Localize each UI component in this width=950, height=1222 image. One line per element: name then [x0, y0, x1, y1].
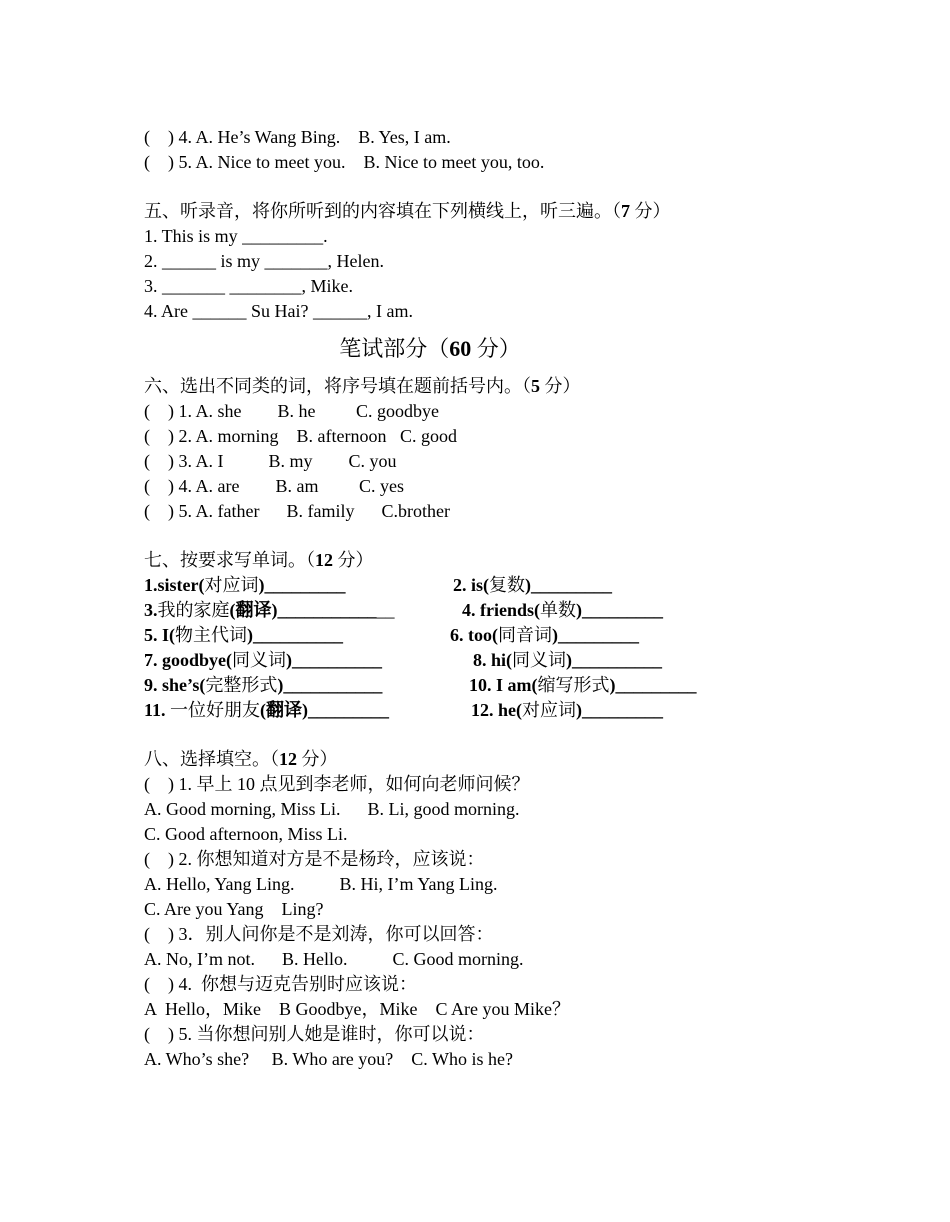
s6-item-1: ( ) 1. A. she B. he C. goodbye — [144, 401, 439, 421]
s7-row-6: 11. 一位好朋友(翻译)_________ 12. he(对应词)_________ — [144, 700, 663, 720]
s8-q4-options: A Hello，Mike B Goodbye，Mike C Are you Mike？ — [144, 999, 570, 1019]
s8-q2-options-ab: A. Hello, Yang Ling. B. Hi, I’m Yang Ling. — [144, 874, 498, 894]
s7-row-5: 9. she’s(完整形式)___________ 10. I am(缩写形式)_________ — [144, 675, 697, 695]
s5-heading: 五、听录音，将你所听到的内容填在下列横线上，听三遍。（7 分） — [144, 201, 671, 221]
s7-row-2: 3.我的家庭(翻译)_____________ 4. friends(单数)_________ — [144, 600, 663, 620]
s8-q1-options-ab: A. Good morning, Miss Li. B. Li, good morning. — [144, 799, 520, 819]
s6-item-2: ( ) 2. A. morning B. afternoon C. good — [144, 426, 457, 446]
s6-heading: 六、选出不同类的词，将序号填在题前括号内。（5 分） — [144, 376, 581, 396]
s6-item-3: ( ) 3. A. I B. my C. you — [144, 451, 397, 471]
s5-item-4: 4. Are ______ Su Hai? ______, I am. — [144, 301, 413, 321]
s4-item-4: ( ) 4. A. He’s Wang Bing. B. Yes, I am. — [144, 127, 451, 147]
s5-item-2: 2. ______ is my _______, Helen. — [144, 251, 384, 271]
s8-q5: ( ) 5. 当你想问别人她是谁时，你可以说： — [144, 1024, 485, 1044]
s7-row-1: 1.sister(对应词)_________ 2. is(复数)_________ — [144, 575, 612, 595]
s6-item-5: ( ) 5. A. father B. family C.brother — [144, 501, 450, 521]
written-part-title: 笔试部分（60 分） — [339, 336, 521, 361]
s8-q5-options: A. Who’s she? B. Who are you? C. Who is he? — [144, 1049, 513, 1069]
s5-item-1: 1. This is my _________. — [144, 226, 328, 246]
s7-heading: 七、按要求写单词。（12 分） — [144, 550, 374, 570]
exam-content — [144, 125, 844, 1072]
s8-q2: ( ) 2. 你想知道对方是不是杨玲，应该说： — [144, 849, 485, 869]
s8-q3: ( ) 3．别人问你是不是刘涛，你可以回答： — [144, 924, 494, 944]
s8-q2-option-c: C. Are you Yang Ling? — [144, 899, 324, 919]
s7-row-4: 7. goodbye(同义词)__________ 8. hi(同义词)__________ — [144, 650, 663, 670]
s8-q1: ( ) 1. 早上 10 点见到李老师，如何向老师问候？ — [144, 774, 530, 794]
s4-item-5: ( ) 5. A. Nice to meet you. B. Nice to meet you, too. — [144, 152, 545, 172]
s8-q3-options: A. No, I’m not. B. Hello. C. Good morning. — [144, 949, 524, 969]
s8-heading: 八、选择填空。（12 分） — [144, 749, 338, 769]
s5-item-3: 3. _______ ________, Mike. — [144, 276, 353, 296]
s7-row-3: 5. I(物主代词)__________ 6. too(同音词)_________ — [144, 625, 639, 645]
s8-q4: ( ) 4. 你想与迈克告别时应该说： — [144, 974, 417, 994]
s6-item-4: ( ) 4. A. are B. am C. yes — [144, 476, 404, 496]
s8-q1-option-c: C. Good afternoon, Miss Li. — [144, 824, 348, 844]
